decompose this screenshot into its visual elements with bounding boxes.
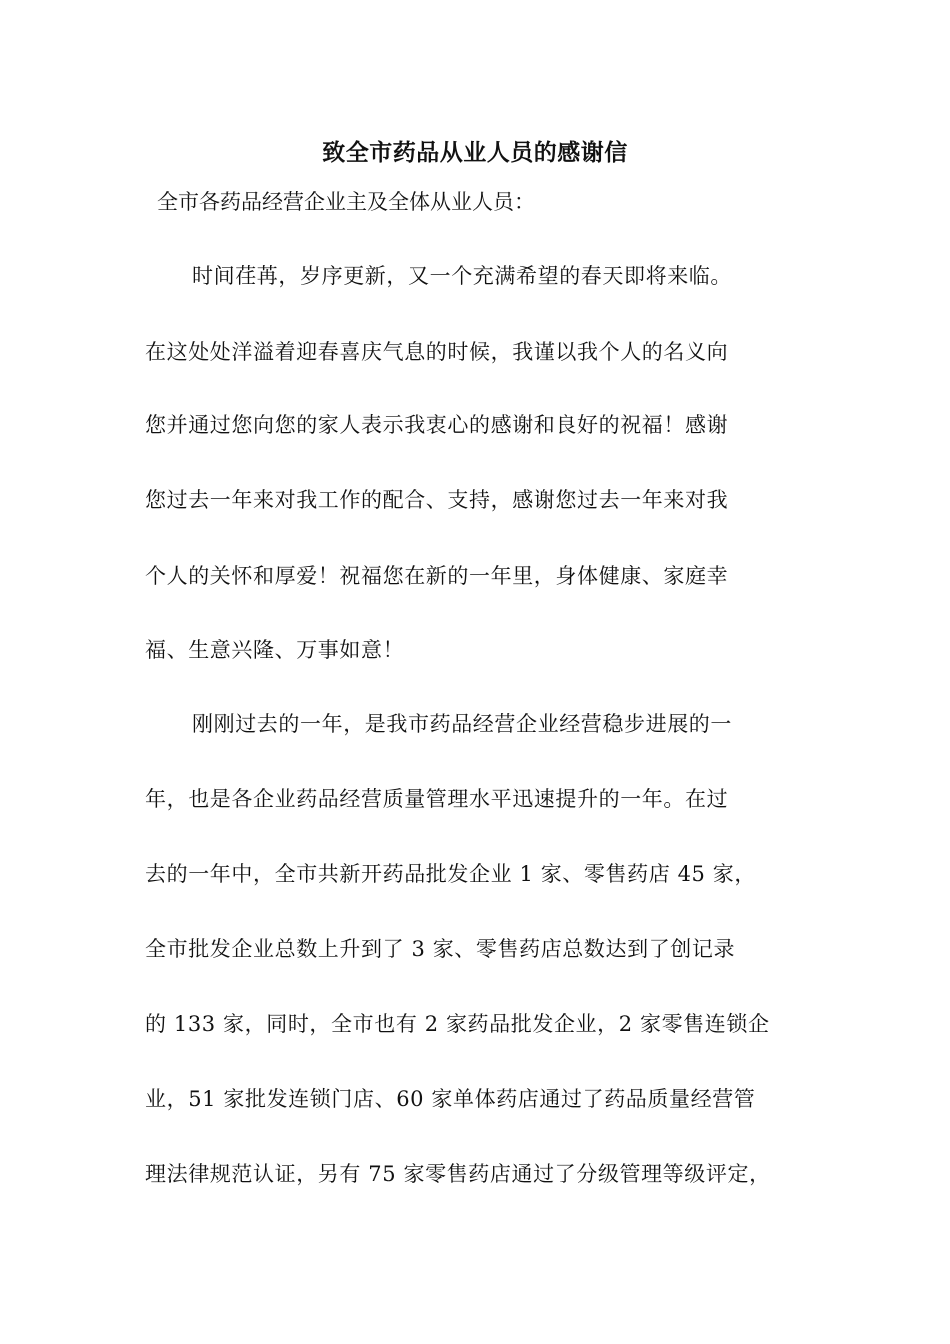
paragraph-2-line-2: 年，也是各企业药品经营质量管理水平迅速提升的一年。在过 [145, 787, 729, 811]
paragraph-2-line-5: 的 133 家，同时，全市也有 2 家药品批发企业，2 家零售连锁企 [145, 1012, 770, 1036]
paragraph-1-line-2: 在这处处洋溢着迎春喜庆气息的时候，我谨以我个人的名义向 [145, 340, 729, 364]
paragraph-1-line-5: 个人的关怀和厚爱！祝福您在新的一年里，身体健康、家庭幸 [145, 564, 729, 588]
paragraph-1-line-6: 福、生意兴隆、万事如意！ [145, 638, 405, 662]
paragraph-2-line-1: 刚刚过去的一年，是我市药品经营企业经营稳步进展的一 [192, 712, 732, 736]
letter-title: 致全市药品从业人员的感谢信 [322, 139, 628, 166]
paragraph-2-line-4: 全市批发企业总数上升到了 3 家、零售药店总数达到了创记录 [145, 937, 736, 961]
salutation: 全市各药品经营企业主及全体从业人员： [157, 190, 535, 214]
paragraph-1-line-4: 您过去一年来对我工作的配合、支持，感谢您过去一年来对我 [145, 488, 729, 512]
paragraph-2-line-7: 理法律规范认证，另有 75 家零售药店通过了分级管理等级评定， [145, 1162, 771, 1186]
paragraph-1-line-1: 时间荏苒，岁序更新，又一个充满希望的春天即将来临。 [192, 264, 732, 288]
paragraph-2-line-6: 业，51 家批发连锁门店、60 家单体药店通过了药品质量经营管 [145, 1087, 756, 1111]
paragraph-2-line-3: 去的一年中，全市共新开药品批发企业 1 家、零售药店 45 家， [145, 862, 756, 886]
paragraph-1-line-3: 您并通过您向您的家人表示我衷心的感谢和良好的祝福！感谢 [145, 413, 729, 437]
